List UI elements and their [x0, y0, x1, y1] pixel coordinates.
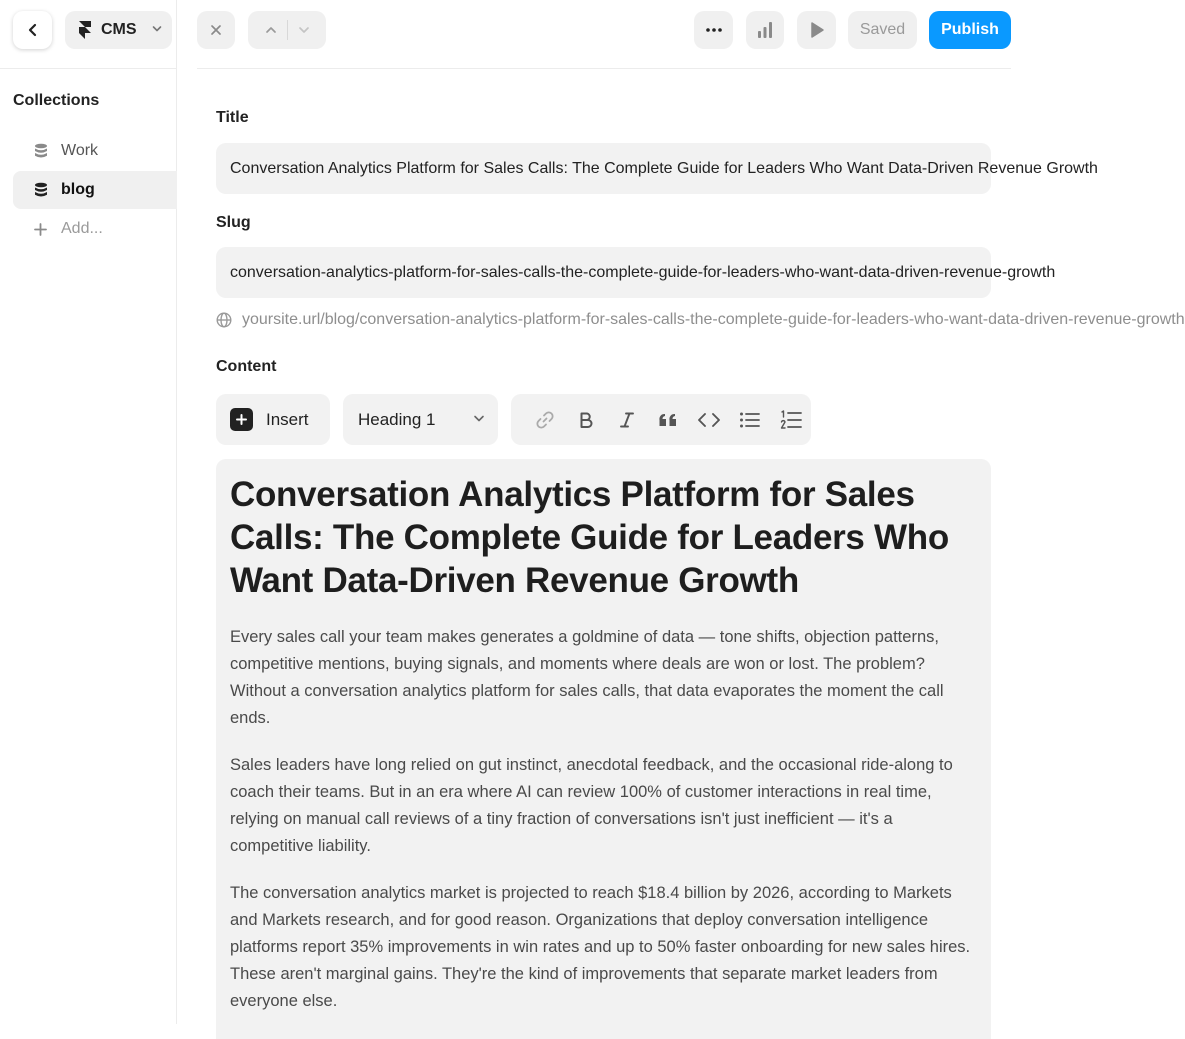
numbered-list-icon — [780, 410, 802, 430]
sidebar-item-blog[interactable] — [13, 171, 177, 209]
editor-topbar — [197, 0, 1011, 69]
title-input[interactable] — [216, 143, 1098, 194]
block-type-value: Heading 1 — [358, 409, 436, 429]
plus-icon — [33, 221, 48, 237]
database-icon — [33, 182, 48, 198]
insert-button[interactable] — [216, 394, 330, 445]
back-button[interactable] — [13, 11, 52, 49]
sidebar-item-label: Work — [61, 142, 99, 159]
framer-logo-icon — [78, 20, 92, 40]
add-collection-button[interactable] — [13, 210, 177, 248]
numbered-list-button[interactable] — [770, 394, 811, 445]
insert-label: Insert — [266, 409, 309, 429]
content-paragraph[interactable]: Every sales call your team makes generates a goldmine of data — tone shifts, objection patterns, competitive mentions, buying signals, and moments where deals are won or lost. The problem? Without a conversation analytics platform for sales calls, that data evaporates the moment the call ends. — [230, 628, 944, 727]
chevron-down-icon — [473, 414, 485, 423]
italic-icon — [619, 411, 635, 429]
item-navigation — [248, 11, 326, 49]
bullet-list-button[interactable] — [729, 394, 770, 445]
slug-value: conversation-analytics-platform-for-sales-calls-the-complete-guide-for-leaders-who-want-data-driven-revenue-growth — [230, 263, 1056, 281]
slug-label: Slug — [216, 214, 251, 231]
code-button[interactable] — [688, 394, 729, 445]
sidebar-header — [0, 0, 177, 69]
block-type-select[interactable] — [343, 394, 498, 445]
divider — [287, 20, 288, 40]
publish-button[interactable]: Publish — [929, 11, 1011, 49]
slug-input[interactable] — [216, 247, 1056, 298]
rich-text-editor[interactable] — [216, 459, 991, 1039]
content-label: Content — [216, 358, 277, 375]
url-preview — [216, 311, 1185, 329]
chevron-up-icon[interactable] — [265, 26, 277, 34]
cms-switcher[interactable] — [65, 11, 172, 49]
bold-button[interactable] — [565, 394, 606, 445]
url-preview-text: yoursite.url/blog/conversation-analytics-platform-for-sales-calls-the-complete-guide-for-leaders-who-want-data-driven-revenue-growth — [242, 311, 1185, 328]
quote-button[interactable] — [647, 394, 688, 445]
play-icon — [809, 21, 825, 39]
sidebar — [0, 0, 177, 1024]
chevron-left-icon — [27, 23, 39, 37]
preview-button[interactable] — [797, 11, 836, 49]
cms-label: CMS — [101, 21, 137, 38]
analytics-button[interactable] — [746, 11, 784, 49]
content-paragraph[interactable]: The conversation analytics market is projected to reach $18.4 billion by 2026, according to Markets and Markets research, and for good reason. Organizations that deploy conversation intelligence platforms report 35% improvements in win rates and up to 50% faster onboarding for new sales hires. These aren't marginal gains. They're the kind of improvements that separate market leaders from everyone else. — [230, 884, 971, 1010]
title-value: Conversation Analytics Platform for Sales Calls: The Complete Guide for Leaders Who Want Data-Driven Revenue Growth — [230, 159, 1098, 177]
italic-button[interactable] — [606, 394, 647, 445]
format-toolbar — [511, 394, 811, 445]
more-options-button[interactable] — [694, 11, 733, 49]
add-collection-label: Add... — [61, 220, 103, 237]
bold-icon — [578, 411, 594, 429]
link-icon — [535, 410, 555, 430]
quote-icon — [658, 412, 678, 428]
title-label: Title — [216, 109, 249, 126]
bar-chart-icon — [756, 21, 774, 39]
collections-heading: Collections — [13, 92, 100, 109]
content-paragraph[interactable]: Sales leaders have long relied on gut instinct, anecdotal feedback, and the occasional ride-along to coach their teams. But in an era where AI can review 100% of customer interactions in real time, relying on manual call reviews of a tiny fraction of conversations isn't just inefficient — it's a competitive liability. — [230, 756, 953, 855]
saved-status: Saved — [848, 11, 917, 49]
close-icon — [210, 24, 222, 36]
sidebar-item-label: blog — [61, 181, 95, 198]
database-icon — [33, 143, 48, 159]
content-heading[interactable]: Conversation Analytics Platform for Sales Calls: The Complete Guide for Leaders Who Want Data-Driven Revenue Growth — [230, 475, 949, 600]
link-button[interactable] — [524, 394, 565, 445]
plus-icon — [230, 408, 253, 431]
chevron-down-icon[interactable] — [298, 26, 310, 34]
close-button[interactable] — [197, 11, 235, 49]
ellipsis-icon — [706, 28, 722, 32]
globe-icon — [216, 312, 232, 328]
chevron-down-icon — [152, 25, 162, 33]
code-icon — [697, 412, 721, 428]
bullet-list-icon — [739, 411, 761, 429]
sidebar-item-work[interactable] — [13, 132, 177, 170]
